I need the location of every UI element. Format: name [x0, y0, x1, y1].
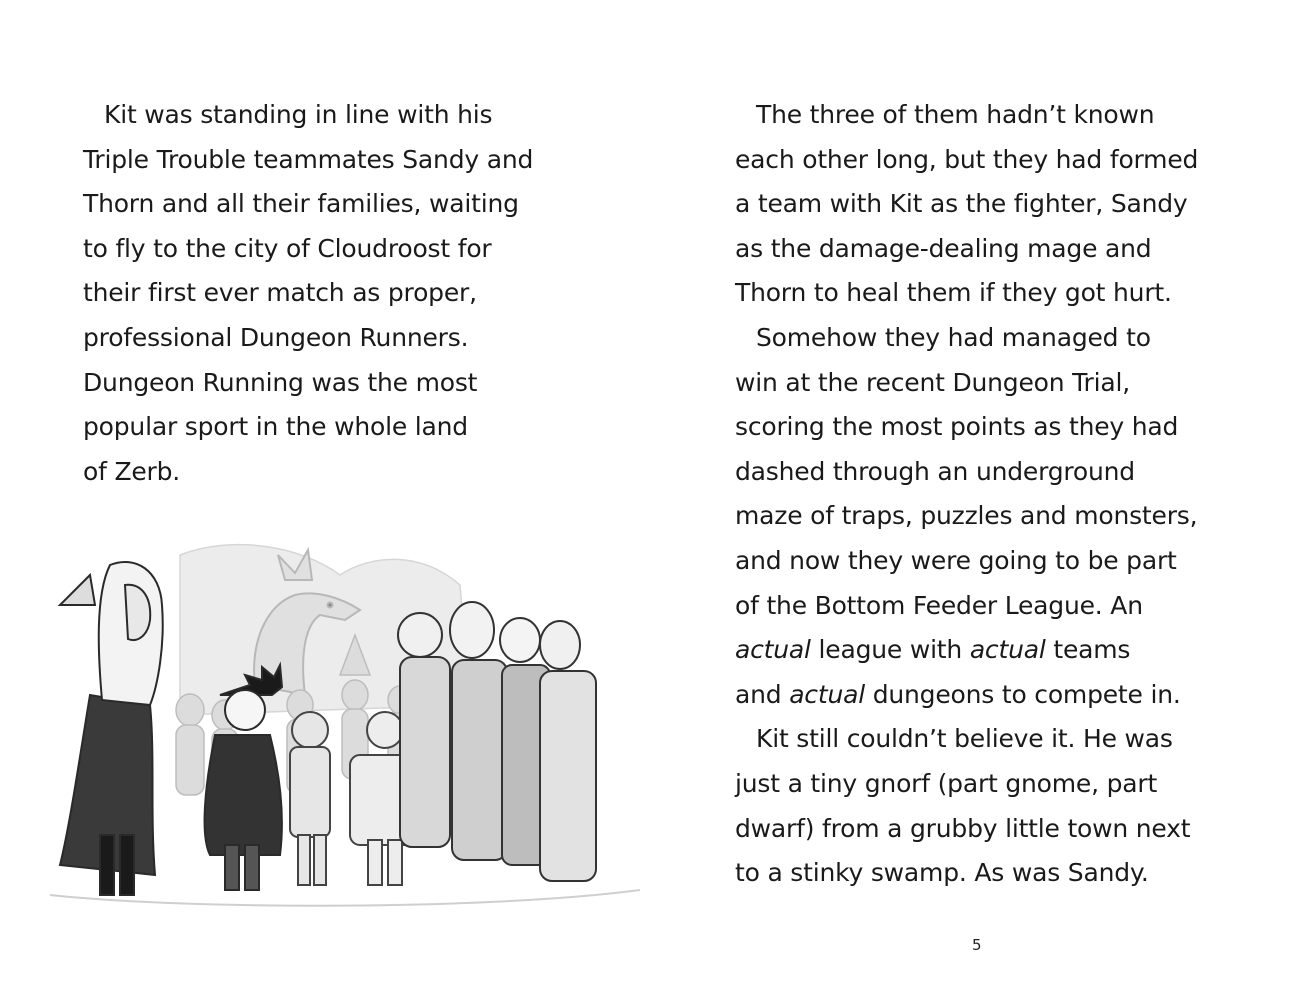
text-line: of Zerb.: [83, 456, 181, 486]
left-page: [0, 0, 651, 1000]
text-line: Kit still couldn’t believe it. He was: [756, 724, 1173, 754]
text-line: just a tiny gnorf (part gnome, part: [735, 768, 1158, 798]
text-line: maze of traps, puzzles and monsters,: [735, 501, 1198, 531]
left-page-text: [83, 93, 533, 494]
text-line: of the Bottom Feeder League. An: [735, 590, 1143, 620]
child-figure: [290, 712, 330, 885]
text-line: popular sport in the whole land: [83, 412, 468, 442]
right-page-text: [735, 93, 1198, 896]
text-line: Dungeon Running was the most: [83, 367, 478, 397]
text-line: as the damage-dealing mage and: [735, 233, 1152, 263]
text-line: win at the recent Dungeon Trial,: [735, 367, 1130, 397]
text-line-mixed: [735, 673, 1198, 718]
text-line: Triple Trouble teammates Sandy and: [83, 144, 534, 174]
text-line: to fly to the city of Cloudroost for: [83, 233, 492, 263]
text-line: their first ever match as proper,: [83, 278, 477, 308]
text-line: professional Dungeon Runners.: [83, 322, 469, 352]
text-line: a team with Kit as the fighter, Sandy: [735, 189, 1188, 219]
italic-word: actual: [789, 679, 865, 709]
text-fragment: dungeons to compete in.: [864, 679, 1181, 709]
text-fragment: and: [735, 679, 790, 709]
italic-word: actual: [735, 635, 811, 665]
right-page: [651, 0, 1303, 1000]
text-line: dwarf) from a grubby little town next: [735, 813, 1191, 843]
text-line: each other long, but they had formed: [735, 144, 1199, 174]
text-line: Somehow they had managed to: [756, 322, 1151, 352]
text-line: Thorn and all their families, waiting: [83, 189, 519, 219]
text-fragment: league with: [810, 635, 970, 665]
family-group: [398, 602, 596, 881]
crowd-illustration: [40, 535, 652, 915]
text-line-mixed: [735, 628, 1198, 673]
elf-figure: [60, 562, 163, 895]
page-number: 5: [972, 936, 982, 954]
text-line: The three of them hadn’t known: [756, 100, 1155, 129]
text-line: Kit was standing in line with his: [104, 100, 493, 129]
ground-line: [50, 890, 640, 906]
text-line: scoring the most points as they had: [735, 412, 1179, 442]
text-line: and now they were going to be part: [735, 545, 1177, 575]
text-fragment: teams: [1045, 635, 1131, 665]
text-line: Thorn to heal them if they got hurt.: [735, 278, 1172, 308]
italic-word: actual: [969, 635, 1046, 665]
text-line: to a stinky swamp. As was Sandy.: [735, 858, 1149, 888]
text-line: dashed through an underground: [735, 456, 1135, 486]
